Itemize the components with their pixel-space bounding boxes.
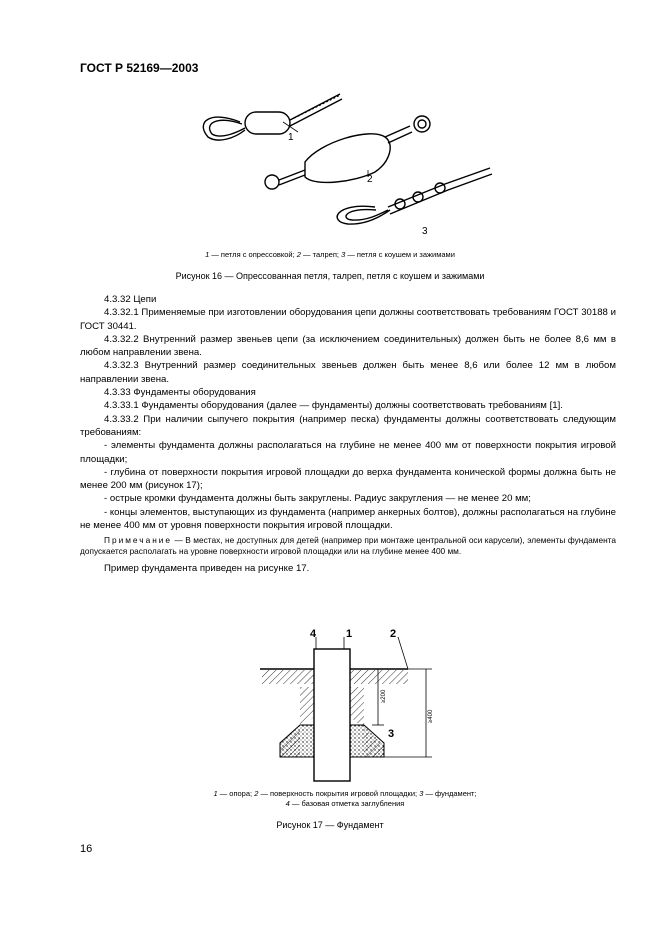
list-item: - острые кромки фундамента должны быть закруглены. Радиус закругления — не менее 20 мм; (104, 493, 531, 505)
paragraph: 4.3.33.1 Фундаменты оборудования (далее — фундаменты) должны соответствовать требованиям [1]. (104, 400, 563, 412)
fig16-callout-3: 3 (422, 226, 428, 237)
paragraph: 4.3.32.3 Внутренний размер соединительных звеньев должен быть менее 8,6 или более 12 мм в любом направлении звена. (80, 360, 616, 385)
fig17-callout-4: 4 (310, 628, 317, 640)
paragraph: Пример фундамента приведен на рисунке 17. (104, 563, 310, 575)
figure-16-legend (80, 250, 580, 259)
legend-text: — опора; (217, 789, 255, 798)
legend-num: 3 (341, 250, 346, 259)
section-heading: 4.3.32 Цепи (104, 294, 157, 305)
legend-text: — петля с опрессовкой; (209, 250, 297, 259)
pressed-loop-drawing (203, 94, 342, 140)
thimble-loop-drawing (337, 168, 492, 224)
list-item: - глубина от поверхности покрытия игровой площадки до верха фундамента конической формы должна быть не менее 200 мм (рисунок 17); (80, 466, 616, 492)
legend-num: 4 (285, 799, 290, 808)
support-post (314, 649, 350, 781)
note-text: — В местах, не доступных для детей (например при монтаже центральной оси карусели), элементы фундамента допускается располагать на уровне поверхности игровой площадки или на глубине менее 400 мм. (80, 535, 616, 557)
section-heading: 4.3.33 Фундаменты оборудования (104, 387, 256, 399)
paragraph: 4.3.33.2 При наличии сыпучего покрытия (например песка) фундаменты должны соответствовать следующим требованиям: (80, 413, 616, 438)
figure-17-illustration (250, 625, 440, 785)
legend-text: — талреп; (300, 250, 342, 259)
note (80, 535, 616, 557)
legend-text: — фундамент; (423, 789, 477, 798)
document-header: ГОСТ Р 52169—2003 (80, 61, 199, 75)
legend-line (160, 799, 530, 809)
fig17-callout-3: 3 (388, 728, 395, 740)
figure-16-caption: Рисунок 16 — Опрессованная петля, талреп, петля с коушем и зажимами (175, 271, 485, 281)
legend-text: — базовая отметка заглубления (289, 799, 405, 808)
figure-17-legend (160, 789, 530, 809)
paragraph: 4.3.32.2 Внутренний размер звеньев цепи (за исключением соединительных) должен быть не более 8,6 мм в любом направлении звена. (80, 333, 616, 359)
legend-text: — петля с коушем и зажимами (345, 250, 455, 259)
legend-line (160, 789, 530, 799)
figure-16-illustration (190, 82, 510, 242)
page-number: 16 (80, 843, 93, 855)
document-body (80, 293, 616, 576)
figure-17-caption: Рисунок 17 — Фундамент (276, 820, 384, 830)
legend-text: — поверхность покрытия игровой площадки; (258, 789, 420, 798)
paragraph: 4.3.32.1 Применяемые при изготовлении оборудования цепи должны соответствовать требованиям ГОСТ 30188 и ГОСТ 30441. (80, 307, 616, 332)
legend-num: 3 (419, 789, 424, 798)
fig16-callout-2: 2 (367, 174, 373, 185)
legend-num: 1 (205, 250, 210, 259)
legend-num: 1 (213, 789, 218, 798)
list-item: - элементы фундамента должны располагаться на глубине не менее 400 мм от поверхности покрытия игровой площадки; (80, 440, 616, 465)
dimension-min-400: ≥400 (428, 709, 434, 723)
fig17-callout-1: 1 (346, 628, 353, 640)
legend-num: 2 (296, 250, 301, 259)
list-item: - концы элементов, выступающих из фундамента (например анкерных болтов), должны располагаться на глубине не менее 400 мм от уровня поверхности покрытия игровой площадки. (80, 506, 616, 532)
legend-num: 2 (254, 789, 259, 798)
dimension-min-200: ≥200 (381, 689, 387, 703)
fig17-callout-2: 2 (390, 628, 397, 640)
note-label: Примечание (104, 535, 173, 546)
fig16-callout-1: 1 (288, 132, 294, 143)
